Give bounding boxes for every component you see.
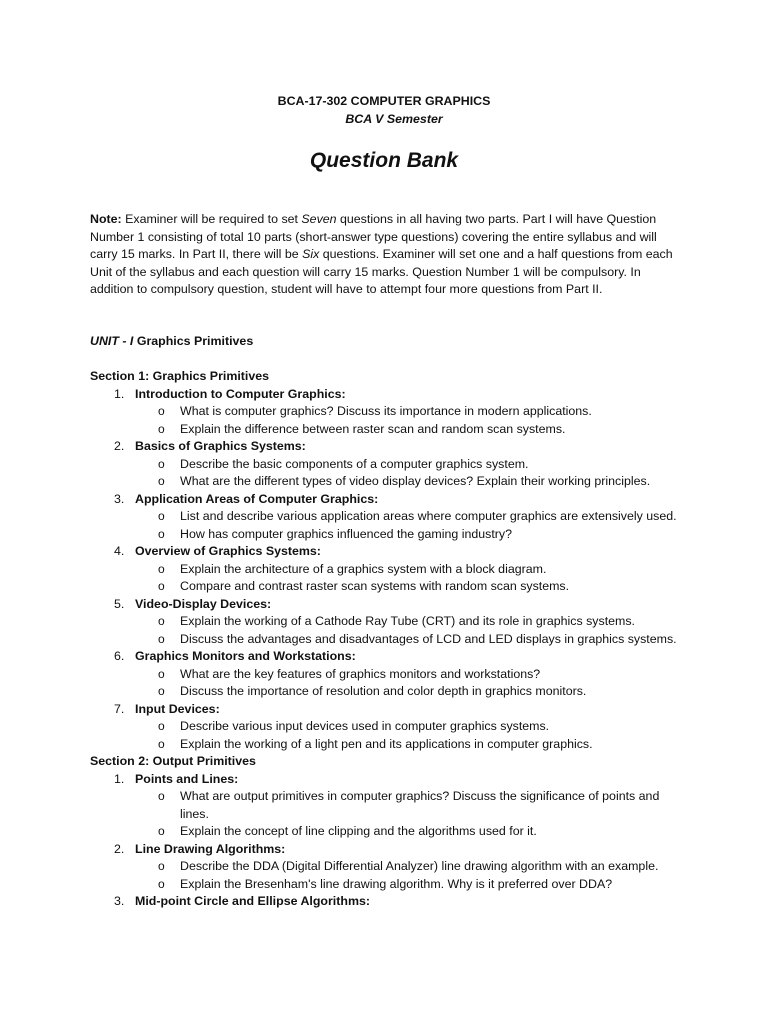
circle-bullet-icon: o [158,614,165,628]
topic-number: 1. [114,771,125,786]
question-text: Discuss the advantages and disadvantages of LCD and LED displays in graphics systems. [180,631,677,646]
note-label: Note: [90,212,122,226]
topic-item [90,491,690,509]
topic-title: Mid-point Circle and Ellipse Algorithms: [135,894,370,908]
question-group [90,718,690,753]
circle-bullet-icon: o [158,509,165,523]
circle-bullet-icon: o [158,684,165,698]
question-group [90,561,690,596]
topic-item [90,438,690,456]
question-list [90,508,690,543]
question-list [90,788,690,841]
topic-title: Application Areas of Computer Graphics: [135,491,379,506]
question-text: Explain the working of a light pen and its applications in computer graphics. [180,736,593,751]
exam-note [90,211,680,299]
circle-bullet-icon: o [158,824,165,838]
question-text: Explain the concept of line clipping and the algorithms used for it. [180,824,537,838]
note-text-3: questions. Examiner will set one and a half questions from each Unit of the syllabus and each question will carry 15 marks. Question Number 1 will be compulsory. In addition to compulsory question, student will have to attempt four more questions from Part II. [90,247,673,296]
question-item [90,578,690,596]
question-group [90,456,690,491]
topic-number: 7. [114,701,125,716]
question-group [90,403,690,438]
circle-bullet-icon: o [158,666,165,681]
question-item [90,876,690,894]
topic-number: 3. [114,491,125,506]
page-title: Question Bank [309,149,459,172]
topic-item [90,648,690,666]
question-item [90,631,690,649]
topic-number: 3. [114,894,125,908]
unit-heading [90,333,253,351]
question-list [90,666,690,701]
question-item [90,666,690,684]
circle-bullet-icon: o [158,876,165,891]
question-item [90,823,690,841]
circle-bullet-icon: o [158,474,165,488]
circle-bullet-icon: o [158,404,165,418]
circle-bullet-icon: o [158,631,165,646]
question-group [90,666,690,701]
question-text: How has computer graphics influenced the gaming industry? [180,526,512,541]
section-heading: Section 2: Output Primitives [90,754,256,768]
circle-bullet-icon: o [158,579,165,593]
circle-bullet-icon: o [158,719,165,733]
question-text: Compare and contrast raster scan systems with random scan systems. [180,579,570,593]
topic-number: 4. [114,544,125,558]
topic-title: Video-Display Devices: [135,596,272,611]
question-text: What is computer graphics? Discuss its importance in modern applications. [180,404,592,418]
question-item [90,613,690,631]
topic-list [90,771,690,911]
question-item [90,403,690,421]
circle-bullet-icon: o [158,456,165,471]
circle-bullet-icon: o [158,526,165,541]
question-text: Describe the basic components of a computer graphics system. [180,456,529,471]
question-list [90,456,690,491]
question-text: What are the different types of video display devices? Explain their working principles. [180,474,651,488]
question-group [90,858,690,893]
question-text: What are the key features of graphics monitors and workstations? [180,666,541,681]
question-text: Discuss the importance of resolution and color depth in graphics monitors. [180,684,587,698]
topic-item [90,596,690,614]
question-group [90,508,690,543]
circle-bullet-icon: o [158,561,165,576]
question-item [90,421,690,439]
topic-item [90,701,690,719]
question-item [90,473,690,491]
topic-item [90,893,690,911]
topic-number: 1. [114,386,125,401]
question-text: Describe the DDA (Digital Differential Analyzer) line drawing algorithm with an example. [180,859,659,873]
question-text: Explain the difference between raster scan and random scan systems. [180,421,566,436]
topic-title: Graphics Monitors and Workstations: [135,649,356,663]
question-text: List and describe various application areas where computer graphics are extensively used. [180,509,677,523]
note-emphasis-six: Six [302,247,320,261]
topic-item [90,386,690,404]
topic-item [90,771,690,789]
question-item [90,736,690,754]
question-text: Explain the Bresenham's line drawing algorithm. Why is it preferred over DDA? [180,876,613,891]
note-text-1: Examiner will be required to set [121,212,302,226]
question-item [90,508,690,526]
question-list [90,561,690,596]
topic-title: Basics of Graphics Systems: [135,439,306,453]
question-item [90,718,690,736]
note-text-2: questions in all having two parts. Part I will have Question Number 1 consisting of total 10 parts (short-answer type questions) covering the entire syllabus and will carry 15 marks. In Part II, there will be [90,212,657,261]
question-text: Explain the architecture of a graphics system with a block diagram. [180,561,547,576]
unit-name: Graphics Primitives [133,334,254,348]
topic-list [90,386,690,754]
question-text: Explain the working of a Cathode Ray Tube (CRT) and its role in graphics systems. [180,614,635,628]
course-code-heading: BCA-17-302 COMPUTER GRAPHICS [277,94,491,108]
question-item [90,526,690,544]
topic-number: 6. [114,649,125,663]
circle-bullet-icon: o [158,421,165,436]
topic-title: Introduction to Computer Graphics: [135,386,346,401]
question-item [90,858,690,876]
topic-title: Input Devices: [135,701,220,716]
topic-item [90,841,690,859]
question-item [90,683,690,701]
topic-title: Line Drawing Algorithms: [135,841,286,856]
topic-title: Points and Lines: [135,771,239,786]
question-text: What are output primitives in computer graphics? Discuss the significance of points and lines. [180,789,660,821]
question-sections [90,368,690,911]
question-list [90,403,690,438]
semester-heading: BCA V Semester [345,112,443,126]
question-list [90,613,690,648]
question-item [90,456,690,474]
circle-bullet-icon: o [158,789,165,803]
question-list [90,858,690,893]
section-heading: Section 1: Graphics Primitives [90,369,270,383]
question-item [90,561,690,579]
topic-number: 5. [114,596,125,611]
circle-bullet-icon: o [158,859,165,873]
topic-item [90,543,690,561]
question-group [90,613,690,648]
note-emphasis-seven: Seven [301,212,337,226]
question-list [90,718,690,753]
topic-number: 2. [114,439,125,453]
topic-title: Overview of Graphics Systems: [135,544,321,558]
unit-prefix: UNIT - I [90,334,134,348]
question-text: Describe various input devices used in computer graphics systems. [180,719,550,733]
topic-number: 2. [114,841,125,856]
question-group [90,788,690,841]
question-item [90,788,690,823]
circle-bullet-icon: o [158,736,165,751]
